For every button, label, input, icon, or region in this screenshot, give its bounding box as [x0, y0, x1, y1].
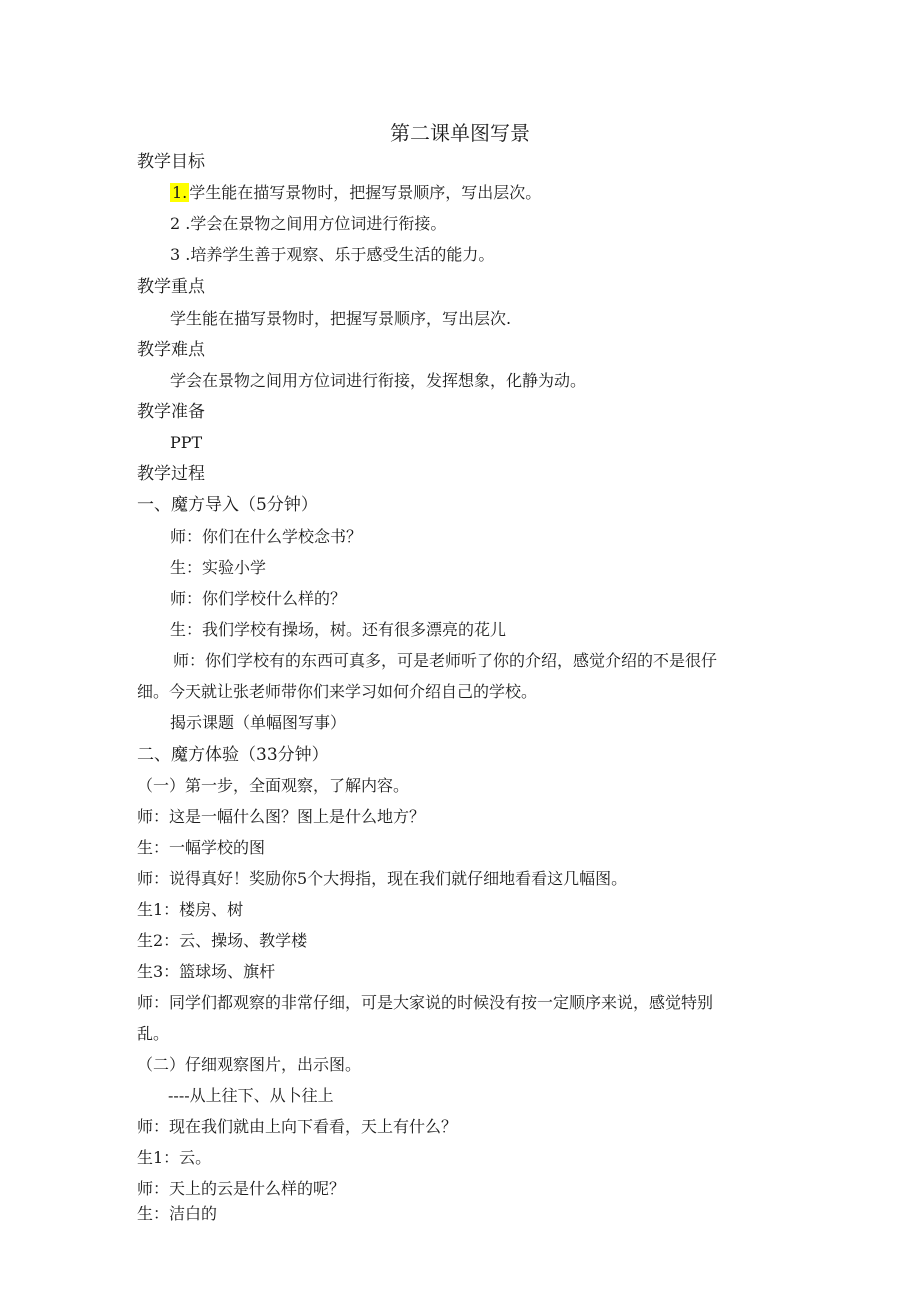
paragraph-line: 学生能在描写景物时，把握写景顺序，写出层次. [170, 309, 512, 328]
section-heading-objectives: 教学目标 [137, 152, 205, 172]
dialogue-line: 生3：篮球场、旗杆 [137, 962, 276, 981]
paragraph-line: ----从上往下、从卜往上 [168, 1086, 334, 1105]
step-heading: （二）仔细观察图片，出示图。 [137, 1055, 362, 1074]
dialogue-line: 生1：楼房、树 [137, 900, 244, 919]
subsection-heading: 二、魔方体验（33分钟） [137, 745, 329, 765]
dialogue-line: 师：天上的云是什么样的呢？ [137, 1179, 346, 1198]
dialogue-line: 细。今天就让张老师带你们来学习如何介绍自己的学校。 [137, 682, 538, 701]
dialogue-line: 生2：云、操场、教学楼 [137, 931, 308, 950]
subsection-heading: 一、魔方导入（5分钟） [137, 495, 318, 515]
section-heading-key-points: 教学重点 [137, 277, 205, 297]
step-heading: （一）第一步，全面观察，了解内容。 [137, 776, 410, 795]
dialogue-line: 师：现在我们就由上向下看看，天上有什么？ [137, 1117, 458, 1136]
paragraph-line: 学会在景物之间用方位词进行衔接，发挥想象，化静为动。 [170, 371, 587, 390]
objective-item-3: 3 .培养学生善于观察、乐于感受生活的能力。 [170, 245, 495, 264]
highlighted-number: 1. [172, 183, 188, 202]
dialogue-line: 师：你们学校什么样的？ [170, 589, 347, 608]
dialogue-line: 乱。 [137, 1024, 170, 1043]
dialogue-line: 生：实验小学 [170, 558, 267, 577]
objective-text: 学生能在描写景物时，把握写景顺序，写出层次。 [189, 183, 542, 202]
section-heading-preparation: 教学准备 [137, 402, 205, 422]
page-title: 第二课单图写景 [390, 121, 530, 145]
paragraph-line: 揭示课题（单幅图写事） [170, 713, 347, 732]
dialogue-line: 生：洁白的 [137, 1204, 218, 1223]
objective-item-2: 2 .学会在景物之间用方位词进行衔接。 [170, 214, 447, 233]
dialogue-line: 生：我们学校有操场，树。还有很多漂亮的花儿 [170, 620, 507, 639]
dialogue-line: 师：同学们都观察的非常仔细，可是大家说的时候没有按一定顺序来说，感觉特别 [137, 993, 714, 1012]
dialogue-line: 生1：云。 [137, 1148, 212, 1167]
dialogue-line: 师：这是一幅什么图？图上是什么地方？ [137, 807, 426, 826]
dialogue-line: 师：你们学校有的东西可真多，可是老师听了你的介绍，感觉介绍的不是很仔 [173, 651, 718, 670]
paragraph-line: PPT [170, 433, 203, 452]
section-heading-difficulties: 教学难点 [137, 340, 205, 360]
section-heading-process: 教学过程 [137, 464, 205, 484]
dialogue-line: 师：说得真好！奖励你5个大拇指，现在我们就仔细地看看这几幅图。 [137, 869, 628, 888]
dialogue-line: 生：一幅学校的图 [137, 838, 266, 857]
objective-item-1 [170, 182, 541, 204]
dialogue-line: 师：你们在什么学校念书？ [170, 527, 363, 546]
